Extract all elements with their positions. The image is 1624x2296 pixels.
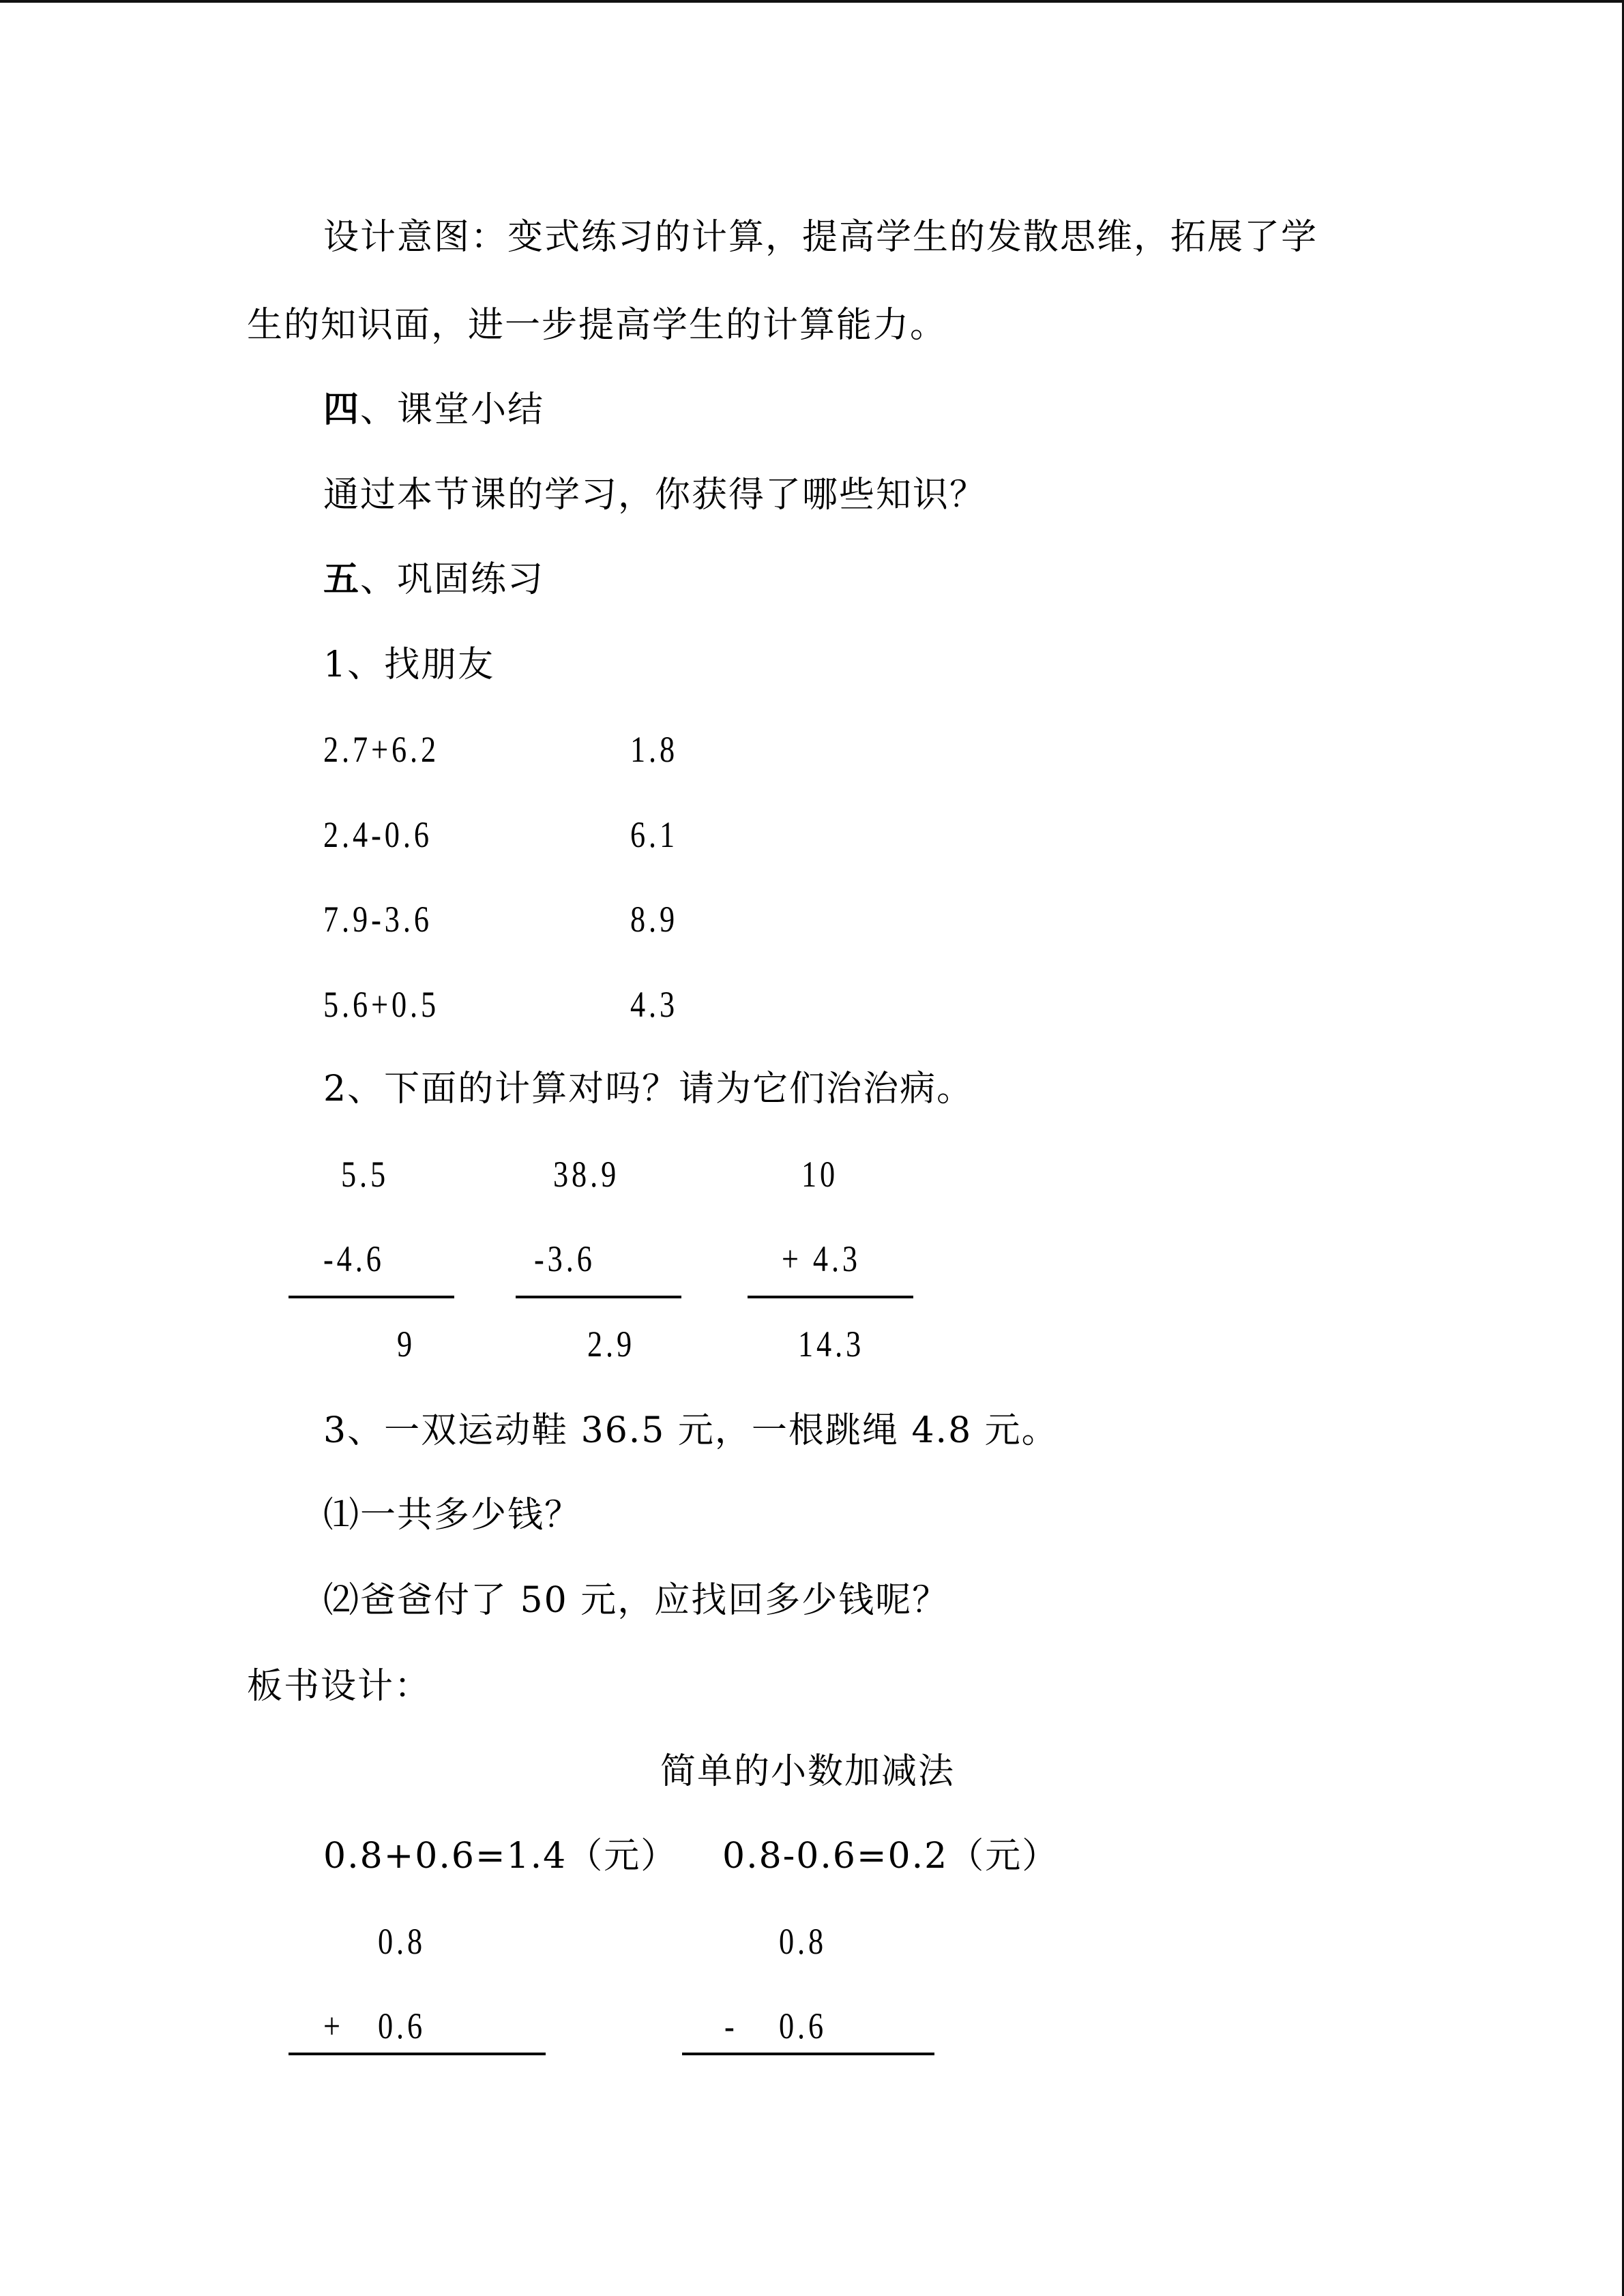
board-sub-top: 0.8	[779, 1921, 827, 1962]
board-add-operator: +	[323, 2006, 344, 2046]
board-equation-add: 0.8+0.6=1.4（元）	[323, 1836, 678, 1877]
exercise3-title: 3、一双运动鞋 36.5 元，一根跳绳 4.8 元。	[323, 1410, 1059, 1451]
section4-heading	[323, 389, 544, 430]
board-add-bottom: 0.6	[378, 2006, 426, 2046]
board-design-label: 板书设计：	[247, 1666, 432, 1707]
page-border-top	[0, 0, 1624, 3]
exercise2-problem3-rule	[748, 1296, 913, 1298]
exercise1-title: 1、找朋友	[323, 644, 495, 685]
exercise2-problem1-operand: -4.6	[323, 1238, 385, 1279]
section4-question: 通过本节课的学习，你获得了哪些知识？	[323, 475, 987, 516]
exercise1-left-1: 2.4-0.6	[323, 814, 432, 855]
section5-heading	[323, 559, 544, 600]
board-sub-rule	[682, 2053, 934, 2055]
exercise2-problem2-result: 2.9	[587, 1324, 636, 1365]
board-design-title: 简单的小数加减法	[660, 1751, 956, 1792]
exercise2-problem1-top: 5.5	[341, 1154, 389, 1195]
board-equation-sub: 0.8-0.6=0.2（元）	[722, 1836, 1059, 1877]
exercise1-left-0: 2.7+6.2	[323, 729, 440, 770]
board-sub-operator: -	[724, 2006, 738, 2046]
exercise2-title: 2、下面的计算对吗？请为它们治治病。	[323, 1069, 974, 1109]
section4-number: 四	[323, 389, 361, 430]
exercise1-left-2: 7.9-3.6	[323, 899, 432, 940]
exercise2-problem3-top: 10	[801, 1154, 839, 1195]
exercise1-right-2: 8.9	[630, 899, 679, 940]
exercise2-problem3-result: 14.3	[798, 1324, 865, 1365]
exercise2-problem2-rule	[516, 1296, 681, 1298]
board-add-rule	[289, 2053, 546, 2055]
exercise1-right-3: 4.3	[630, 984, 679, 1025]
design-intent-line1: 设计意图：变式练习的计算，提高学生的发散思维，拓展了学	[323, 217, 1318, 258]
board-sub-bottom: 0.6	[779, 2006, 827, 2046]
exercise3-question1: ⑴一共多少钱？	[323, 1495, 582, 1536]
exercise2-problem1-rule	[289, 1296, 454, 1298]
exercise1-right-1: 6.1	[630, 814, 679, 855]
exercise1-right-0: 1.8	[630, 729, 679, 770]
exercise2-problem2-top: 38.9	[553, 1154, 620, 1195]
board-add-top: 0.8	[378, 1921, 426, 1962]
section4-title: 、课堂小结	[360, 389, 545, 430]
exercise1-left-3: 5.6+0.5	[323, 984, 440, 1025]
section5-title: 、巩固练习	[360, 559, 545, 600]
design-intent-line2: 生的知识面，进一步提高学生的计算能力。	[247, 305, 947, 346]
exercise2-problem3-operand: + 4.3	[782, 1238, 861, 1279]
section5-number: 五	[323, 558, 361, 600]
exercise3-question2: ⑵爸爸付了 50 元，应找回多少钱呢？	[323, 1580, 949, 1621]
exercise2-problem1-result: 9	[397, 1324, 416, 1365]
exercise2-problem2-operand: -3.6	[534, 1238, 595, 1279]
